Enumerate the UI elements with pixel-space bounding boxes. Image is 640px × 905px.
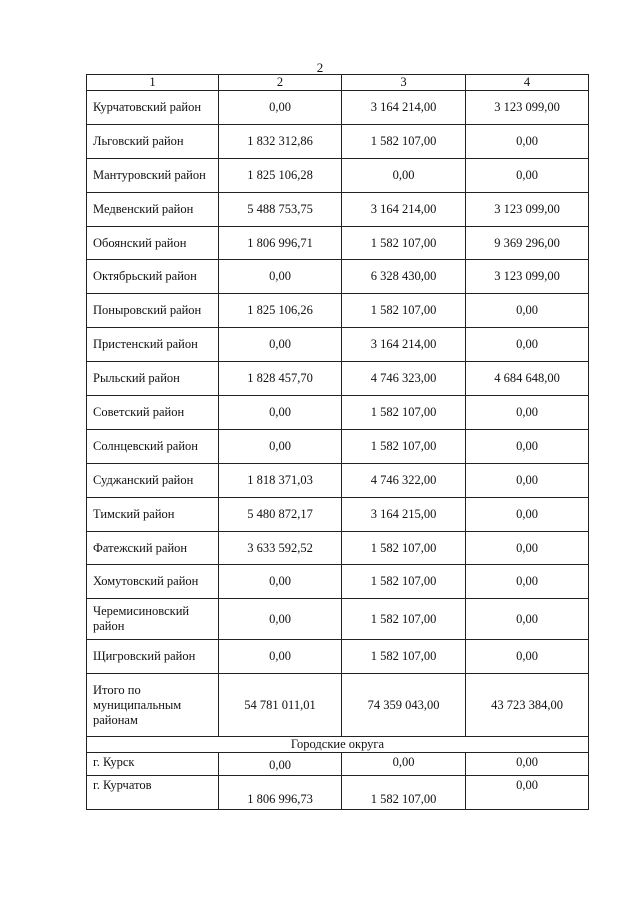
value-cell-col4: 43 723 384,00 <box>466 674 589 737</box>
value-cell-col4: 0,00 <box>466 776 589 810</box>
table-row <box>87 599 589 640</box>
section-row <box>87 737 589 753</box>
table-row <box>87 429 589 463</box>
value-cell-col3: 1 582 107,00 <box>342 776 466 810</box>
value-cell-col2: 1 825 106,26 <box>219 294 342 328</box>
city-row <box>87 753 589 776</box>
row-label: г. Курчатов <box>87 776 219 810</box>
table-row <box>87 124 589 158</box>
value-cell-col3: 3 164 214,00 <box>342 91 466 125</box>
table-row <box>87 463 589 497</box>
value-cell-col4: 0,00 <box>466 640 589 674</box>
value-cell-col2: 1 818 371,03 <box>219 463 342 497</box>
value-cell-col4: 4 684 648,00 <box>466 362 589 396</box>
row-label: Рыльский район <box>87 362 219 396</box>
value-cell-col4: 0,00 <box>466 565 589 599</box>
row-label: Советский район <box>87 396 219 430</box>
row-label: Щигровский район <box>87 640 219 674</box>
value-cell-col3: 3 164 214,00 <box>342 192 466 226</box>
section-title: Городские округа <box>87 737 589 753</box>
value-cell-col4: 0,00 <box>466 124 589 158</box>
value-cell-col3: 1 582 107,00 <box>342 599 466 640</box>
table-row <box>87 226 589 260</box>
table-header-row <box>87 75 589 91</box>
row-label: Мантуровский район <box>87 158 219 192</box>
table-row <box>87 91 589 125</box>
value-cell-col2: 0,00 <box>219 640 342 674</box>
value-cell-col4: 3 123 099,00 <box>466 192 589 226</box>
row-label: Пристенский район <box>87 328 219 362</box>
value-cell-col2: 3 633 592,52 <box>219 531 342 565</box>
table-row <box>87 192 589 226</box>
table-row <box>87 531 589 565</box>
value-cell-col3: 1 582 107,00 <box>342 396 466 430</box>
value-cell-col2: 1 832 312,86 <box>219 124 342 158</box>
value-cell-col3: 0,00 <box>342 753 466 776</box>
value-cell-col4: 3 123 099,00 <box>466 260 589 294</box>
column-header: 1 <box>87 75 219 91</box>
row-label: г. Курск <box>87 753 219 776</box>
value-cell-col4: 0,00 <box>466 328 589 362</box>
value-cell-col2: 0,00 <box>219 753 342 776</box>
total-row <box>87 674 589 737</box>
budget-table <box>86 74 589 810</box>
value-cell-col3: 1 582 107,00 <box>342 226 466 260</box>
row-label: Хомутовский район <box>87 565 219 599</box>
row-label: Обоянский район <box>87 226 219 260</box>
city-row <box>87 776 589 810</box>
value-cell-col2: 5 480 872,17 <box>219 497 342 531</box>
value-cell-col3: 1 582 107,00 <box>342 124 466 158</box>
value-cell-col3: 1 582 107,00 <box>342 640 466 674</box>
value-cell-col4: 9 369 296,00 <box>466 226 589 260</box>
value-cell-col3: 1 582 107,00 <box>342 429 466 463</box>
column-header: 3 <box>342 75 466 91</box>
table-row <box>87 640 589 674</box>
value-cell-col2: 1 828 457,70 <box>219 362 342 396</box>
row-label: Черемисиновский район <box>87 599 219 640</box>
row-label: Солнцевский район <box>87 429 219 463</box>
value-cell-col2: 1 806 996,73 <box>219 776 342 810</box>
value-cell-col4: 0,00 <box>466 497 589 531</box>
value-cell-col3: 1 582 107,00 <box>342 294 466 328</box>
table-row <box>87 497 589 531</box>
value-cell-col4: 3 123 099,00 <box>466 91 589 125</box>
column-header: 2 <box>219 75 342 91</box>
value-cell-col2: 54 781 011,01 <box>219 674 342 737</box>
table-row <box>87 328 589 362</box>
row-label: Поныровский район <box>87 294 219 328</box>
row-label: Фатежский район <box>87 531 219 565</box>
row-label: Суджанский район <box>87 463 219 497</box>
value-cell-col4: 0,00 <box>466 753 589 776</box>
row-label: Медвенский район <box>87 192 219 226</box>
row-label: Тимский район <box>87 497 219 531</box>
value-cell-col4: 0,00 <box>466 429 589 463</box>
value-cell-col2: 0,00 <box>219 565 342 599</box>
value-cell-col3: 3 164 214,00 <box>342 328 466 362</box>
value-cell-col3: 3 164 215,00 <box>342 497 466 531</box>
value-cell-col4: 0,00 <box>466 396 589 430</box>
row-label: Льговский район <box>87 124 219 158</box>
table-row <box>87 294 589 328</box>
value-cell-col3: 74 359 043,00 <box>342 674 466 737</box>
page-number: 2 <box>316 60 324 75</box>
table-row <box>87 396 589 430</box>
value-cell-col3: 6 328 430,00 <box>342 260 466 294</box>
row-label: Итого по муниципальным районам <box>87 674 219 737</box>
value-cell-col2: 0,00 <box>219 599 342 640</box>
value-cell-col2: 0,00 <box>219 396 342 430</box>
value-cell-col3: 4 746 323,00 <box>342 362 466 396</box>
value-cell-col3: 1 582 107,00 <box>342 565 466 599</box>
value-cell-col2: 0,00 <box>219 328 342 362</box>
value-cell-col2: 0,00 <box>219 91 342 125</box>
table-row <box>87 260 589 294</box>
column-header: 4 <box>466 75 589 91</box>
value-cell-col4: 0,00 <box>466 158 589 192</box>
table-row <box>87 565 589 599</box>
value-cell-col3: 1 582 107,00 <box>342 531 466 565</box>
value-cell-col2: 1 806 996,71 <box>219 226 342 260</box>
row-label: Октябрьский район <box>87 260 219 294</box>
value-cell-col4: 0,00 <box>466 294 589 328</box>
value-cell-col2: 1 825 106,28 <box>219 158 342 192</box>
row-label: Курчатовский район <box>87 91 219 125</box>
table-row <box>87 362 589 396</box>
value-cell-col3: 0,00 <box>342 158 466 192</box>
value-cell-col4: 0,00 <box>466 599 589 640</box>
table-row <box>87 158 589 192</box>
value-cell-col3: 4 746 322,00 <box>342 463 466 497</box>
value-cell-col2: 5 488 753,75 <box>219 192 342 226</box>
value-cell-col2: 0,00 <box>219 429 342 463</box>
value-cell-col2: 0,00 <box>219 260 342 294</box>
value-cell-col4: 0,00 <box>466 463 589 497</box>
value-cell-col4: 0,00 <box>466 531 589 565</box>
